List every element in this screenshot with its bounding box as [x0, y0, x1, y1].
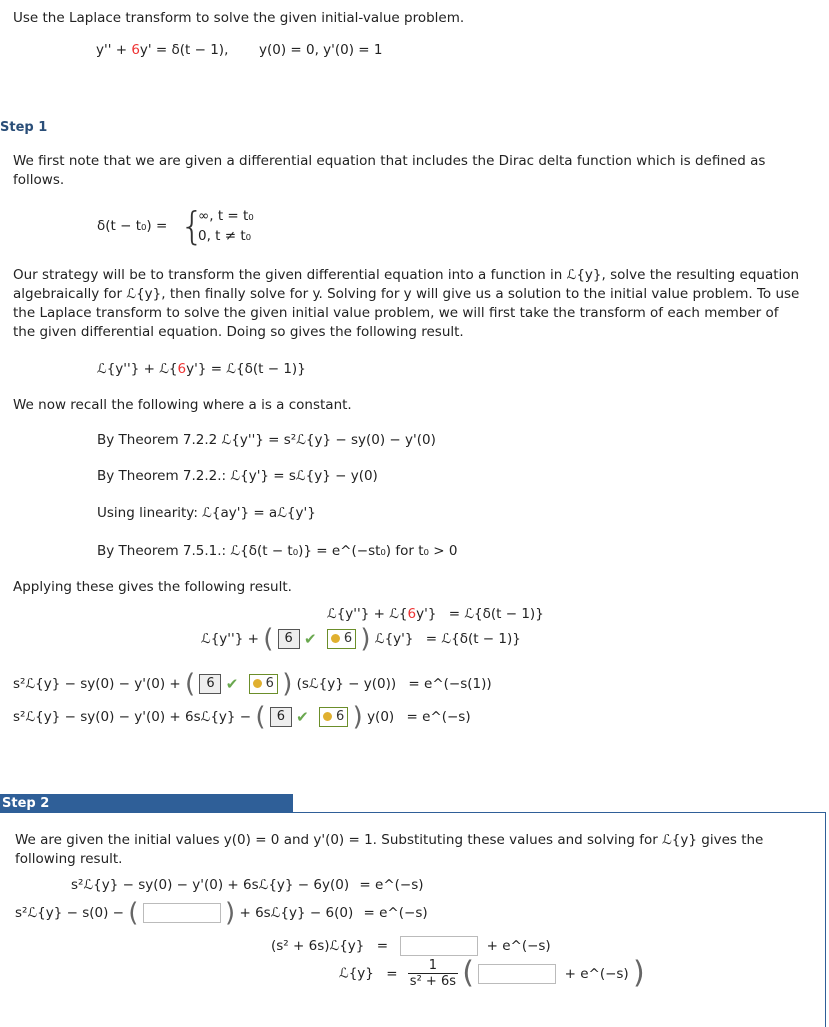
row1-lhs-b: y'} — [416, 606, 437, 622]
eq4-open-paren: ( — [462, 955, 474, 991]
eq4-tail: + e^(−s) — [564, 965, 629, 982]
recall-text: We now recall the following where a is a constant. — [13, 397, 352, 413]
eq4-equals: = — [386, 965, 398, 982]
row3-rhs: = e^(−s(1)) — [408, 676, 492, 692]
transform-equation — [97, 361, 306, 377]
theorem-7-2-2-second: By Theorem 7.2.2 ℒ{y''} = s²ℒ{y} − sy(0) − y'(0) — [97, 432, 436, 448]
eq4-fraction — [408, 958, 458, 989]
eq3-rhs-tail: + e^(−s) — [486, 938, 551, 954]
theorem-7-5-1: By Theorem 7.5.1.: ℒ{δ(t − t₀)} = e^(−st₀) for t₀ > 0 — [97, 543, 458, 559]
row2-lhs-b: ℒ{y'} — [374, 631, 414, 647]
row2-key-answer: 6 — [327, 629, 356, 649]
eq3-equals: = — [376, 938, 388, 954]
delta-lhs: δ(t − t₀) = — [97, 218, 168, 234]
eq2-rhs: = e^(−s) — [363, 905, 428, 921]
row3-check-icon: ✔ — [225, 675, 239, 693]
step2-intro: We are given the initial values y(0) = 0 and y'(0) = 1. Substituting these values and solving for ℒ{y} gives the following result. — [15, 832, 764, 867]
row3-open-paren: ( — [185, 669, 196, 699]
eq3-lhs: (s² + 6s)ℒ{y} — [271, 938, 365, 954]
row4-lhs-b: y(0) — [367, 709, 395, 725]
delta-case-2: 0, t ≠ t₀ — [198, 228, 252, 244]
row2-check-icon: ✔ — [303, 630, 317, 648]
row4-rhs: = e^(−s) — [406, 709, 471, 725]
initial-conditions: y(0) = 0, y'(0) = 1 — [258, 42, 383, 58]
row3-answer-box: 6 — [199, 674, 221, 694]
transform-part-a: ℒ{y''} + ℒ{ — [97, 361, 178, 377]
linearity-rule: Using linearity: ℒ{ay'} = aℒ{y'} — [97, 505, 316, 521]
delta-case-1: ∞, t = t₀ — [198, 208, 254, 224]
row2-open-paren: ( — [263, 624, 274, 654]
applying-text: Applying these gives the following result. — [13, 579, 292, 595]
row4-answer-box: 6 — [270, 707, 292, 727]
step1-strategy: Our strategy will be to transform the given differential equation into a function in ℒ{y}, solve the resulting equation algebraically for ℒ{y}, then finally solve for y. Solving for y will give us a solution to the initial value problem. To use the Laplace transform to solve the given initial value problem, we will first take the transform of each member of the given differential equation. Doing so gives the following result. — [13, 267, 800, 340]
row4-close-paren: ) — [352, 702, 363, 732]
eq4-close-paren: ) — [633, 955, 645, 991]
theorem-7-2-2-first: By Theorem 7.2.2.: ℒ{y'} = sℒ{y} − y(0) — [97, 468, 378, 484]
step2-eq3 — [271, 936, 551, 956]
problem-instruction: Use the Laplace transform to solve the given initial-value problem. — [13, 10, 465, 26]
row4-lhs-a: s²ℒ{y} − sy(0) − y'(0) + 6sℒ{y} − — [13, 709, 256, 725]
eq1-rhs: = e^(−s) — [359, 877, 424, 893]
row3-close-paren: ) — [282, 669, 293, 699]
step2-eq2 — [15, 898, 428, 928]
eq1-lhs: s²ℒ{y} − sy(0) − y'(0) + 6sℒ{y} − 6y(0) — [71, 877, 350, 893]
row4-check-icon: ✔ — [296, 708, 309, 726]
eq2-close-paren: ) — [225, 898, 236, 928]
row4-open-paren: ( — [255, 702, 266, 732]
row2-rhs: = ℒ{δ(t − 1)} — [425, 631, 521, 647]
step1-label: Step 1 — [0, 120, 48, 135]
row2-answer-box: 6 — [278, 629, 300, 649]
work-row-2 — [201, 624, 521, 654]
step2-eq1 — [71, 877, 424, 893]
eq-coefficient: 6 — [131, 42, 140, 58]
work-row-3 — [13, 669, 492, 699]
row3-key-answer: 6 — [249, 674, 278, 694]
step1-intro: We first note that we are given a differential equation that includes the Dirac delta function which is defined as follows. — [13, 153, 766, 188]
row1-rhs: = ℒ{δ(t − 1)} — [448, 606, 544, 622]
row4-key-answer: 6 — [319, 707, 348, 727]
eq4-fraction-numerator: 1 — [408, 958, 458, 974]
eq-part-b: y' = δ(t − 1), — [139, 42, 229, 58]
row3-lhs-b: (sℒ{y} − y(0)) — [296, 676, 397, 692]
eq3-answer-input[interactable] — [400, 936, 478, 956]
eq2-lhs-b: + 6sℒ{y} − 6(0) — [239, 905, 354, 921]
row3-lhs-a: s²ℒ{y} − sy(0) − y'(0) + — [13, 676, 185, 692]
step2-eq4 — [339, 955, 645, 991]
transform-coefficient: 6 — [177, 361, 187, 377]
eq4-fraction-denominator: s² + 6s — [409, 974, 456, 989]
work-row-1 — [327, 606, 544, 622]
row2-close-paren: ) — [360, 624, 371, 654]
eq4-answer-input[interactable] — [478, 964, 556, 984]
eq2-answer-input[interactable] — [143, 903, 221, 923]
row2-lhs-a: ℒ{y''} + — [201, 631, 264, 647]
transform-part-b: y'} = ℒ{δ(t − 1)} — [186, 361, 306, 377]
eq2-lhs-a: s²ℒ{y} − s(0) − — [15, 905, 129, 921]
eq2-open-paren: ( — [128, 898, 139, 928]
step2-header: Step 2 — [0, 794, 293, 813]
row1-coefficient: 6 — [407, 606, 417, 622]
eq-part-a: y'' + — [96, 42, 132, 58]
work-row-4 — [13, 702, 471, 732]
delta-brace: { — [180, 204, 205, 248]
problem-equation — [96, 42, 382, 58]
eq4-lhs: ℒ{y} — [339, 965, 374, 982]
row1-lhs-a: ℒ{y''} + ℒ{ — [327, 606, 408, 622]
